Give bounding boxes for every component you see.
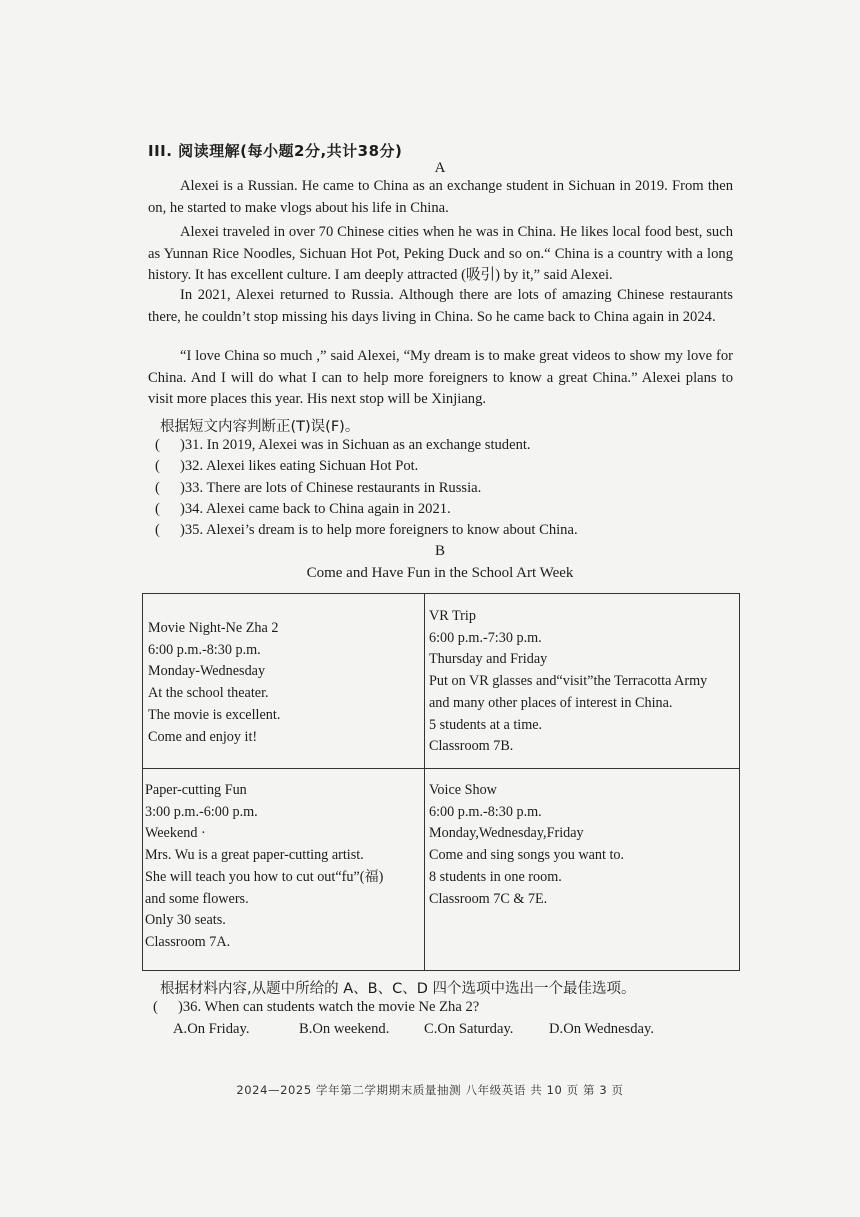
answer-blank[interactable]: ( bbox=[155, 437, 160, 453]
option-b[interactable]: B.On weekend. bbox=[299, 1021, 390, 1037]
question-text: )36. When can students watch the movie Ne Zha 2? bbox=[178, 999, 480, 1015]
question-text: )31. In 2019, Alexei was in Sichuan as an exchange student. bbox=[180, 437, 531, 453]
cell-line: 6:00 p.m.-7:30 p.m. bbox=[429, 629, 542, 646]
question-36 bbox=[153, 999, 479, 1016]
passage-a-paragraph-1: Alexei is a Russian. He came to China as an exchange student in Sichuan in 2019. From then on, he started to make vlogs about his life in China. bbox=[148, 178, 733, 216]
cell-line: Classroom 7A. bbox=[145, 933, 231, 950]
cell-line: VR Trip bbox=[429, 608, 476, 624]
section-title: III. 阅读理解(每小题2分,共计38分) bbox=[148, 142, 403, 160]
passage-b-instruction: 根据材料内容,从题中所给的 A、B、C、D 四个选项中选出一个最佳选项。 bbox=[160, 981, 636, 997]
cell-line: and some flowers. bbox=[145, 890, 249, 907]
question-text: )33. There are lots of Chinese restaurants in Russia. bbox=[180, 480, 482, 496]
question-31 bbox=[155, 437, 531, 454]
question-text: )35. Alexei’s dream is to help more foreigners to know about China. bbox=[180, 522, 578, 538]
answer-blank[interactable]: ( bbox=[155, 522, 160, 538]
page-footer: 2024—2025 学年第二学期期末质量抽测 八年级英语 共 10 页 第 3 页 bbox=[236, 1083, 624, 1097]
cell-line: 6:00 p.m.-8:30 p.m. bbox=[148, 641, 261, 658]
cell-paper-cutting bbox=[145, 780, 383, 954]
question-32 bbox=[155, 458, 418, 475]
passage-b-letter: B bbox=[434, 543, 445, 559]
question-35 bbox=[155, 522, 578, 539]
cell-line: Put on VR glasses and“visit”the Terracotta Army bbox=[429, 673, 708, 690]
question-text: )34. Alexei came back to China again in 2021. bbox=[180, 501, 451, 517]
passage-b-title: Come and Have Fun in the School Art Week bbox=[306, 565, 574, 581]
cell-voice-show bbox=[429, 780, 624, 910]
option-d[interactable]: D.On Wednesday. bbox=[549, 1021, 655, 1037]
answer-blank[interactable]: ( bbox=[155, 458, 160, 474]
question-text: )32. Alexei likes eating Sichuan Hot Pot. bbox=[180, 458, 419, 474]
answer-blank[interactable]: ( bbox=[153, 999, 158, 1015]
cell-line: Classroom 7B. bbox=[429, 738, 514, 755]
answer-blank[interactable]: ( bbox=[155, 480, 160, 496]
cell-line: 8 students in one room. bbox=[429, 868, 562, 885]
passage-a-paragraph-3: In 2021, Alexei returned to Russia. Although there are lots of amazing Chinese restaurants there, he couldn’t stop missing his days living in China. So he came back to China again in 2024. bbox=[148, 287, 733, 325]
table-divider-horizontal bbox=[143, 768, 739, 769]
cell-line: Movie Night-Ne Zha 2 bbox=[148, 620, 279, 636]
activity-table bbox=[142, 593, 740, 971]
cell-line: 3:00 p.m.-6:00 p.m. bbox=[145, 803, 258, 820]
question-33 bbox=[155, 480, 481, 497]
passage-a-paragraph-4: “I love China so much ,” said Alexei, “My dream is to make great videos to show my love for China. And I will do what I can to help more foreigners to know a great China.” Alexei plans to visit more places this year. His next stop will be Xinjiang. bbox=[148, 348, 733, 407]
passage-a-paragraph-2: Alexei traveled in over 70 Chinese cities when he was in China. He likes local food best, such as Yunnan Rice Noodles, Sichuan Hot Pot, Peking Duck and so on.“ China is a country with a long history. It has excellent culture. I am deeply attracted (吸引) by it,” said Alexei. bbox=[148, 224, 733, 283]
option-c[interactable]: C.On Saturday. bbox=[424, 1021, 514, 1037]
cell-line: She will teach you how to cut out“fu”(福) bbox=[145, 868, 384, 885]
cell-line: At the school theater. bbox=[148, 685, 269, 702]
cell-line: 6:00 p.m.-8:30 p.m. bbox=[429, 803, 542, 820]
cell-vr-trip bbox=[429, 606, 707, 758]
cell-line: Mrs. Wu is a great paper-cutting artist. bbox=[145, 847, 364, 864]
cell-line: Monday-Wednesday bbox=[148, 663, 266, 680]
cell-line: Weekend · bbox=[145, 825, 206, 842]
table-divider-vertical bbox=[424, 594, 425, 970]
cell-movie-night bbox=[148, 618, 280, 748]
passage-a-letter: A bbox=[434, 160, 446, 176]
answer-blank[interactable]: ( bbox=[155, 501, 160, 517]
cell-line: Monday,Wednesday,Friday bbox=[429, 825, 584, 842]
cell-line: Come and sing songs you want to. bbox=[429, 847, 625, 864]
cell-line: Only 30 seats. bbox=[145, 912, 226, 929]
cell-line: Thursday and Friday bbox=[429, 651, 548, 668]
cell-line: 5 students at a time. bbox=[429, 716, 543, 733]
cell-line: Classroom 7C & 7E. bbox=[429, 890, 548, 907]
question-34 bbox=[155, 501, 451, 518]
option-a[interactable]: A.On Friday. bbox=[173, 1021, 250, 1037]
passage-a-instruction: 根据短文内容判断正(T)误(F)。 bbox=[160, 419, 360, 435]
cell-line: Voice Show bbox=[429, 782, 497, 798]
cell-line: The movie is excellent. bbox=[148, 706, 281, 723]
cell-line: Come and enjoy it! bbox=[148, 728, 258, 745]
cell-line: and many other places of interest in China. bbox=[429, 694, 673, 711]
cell-line: Paper-cutting Fun bbox=[145, 782, 247, 798]
